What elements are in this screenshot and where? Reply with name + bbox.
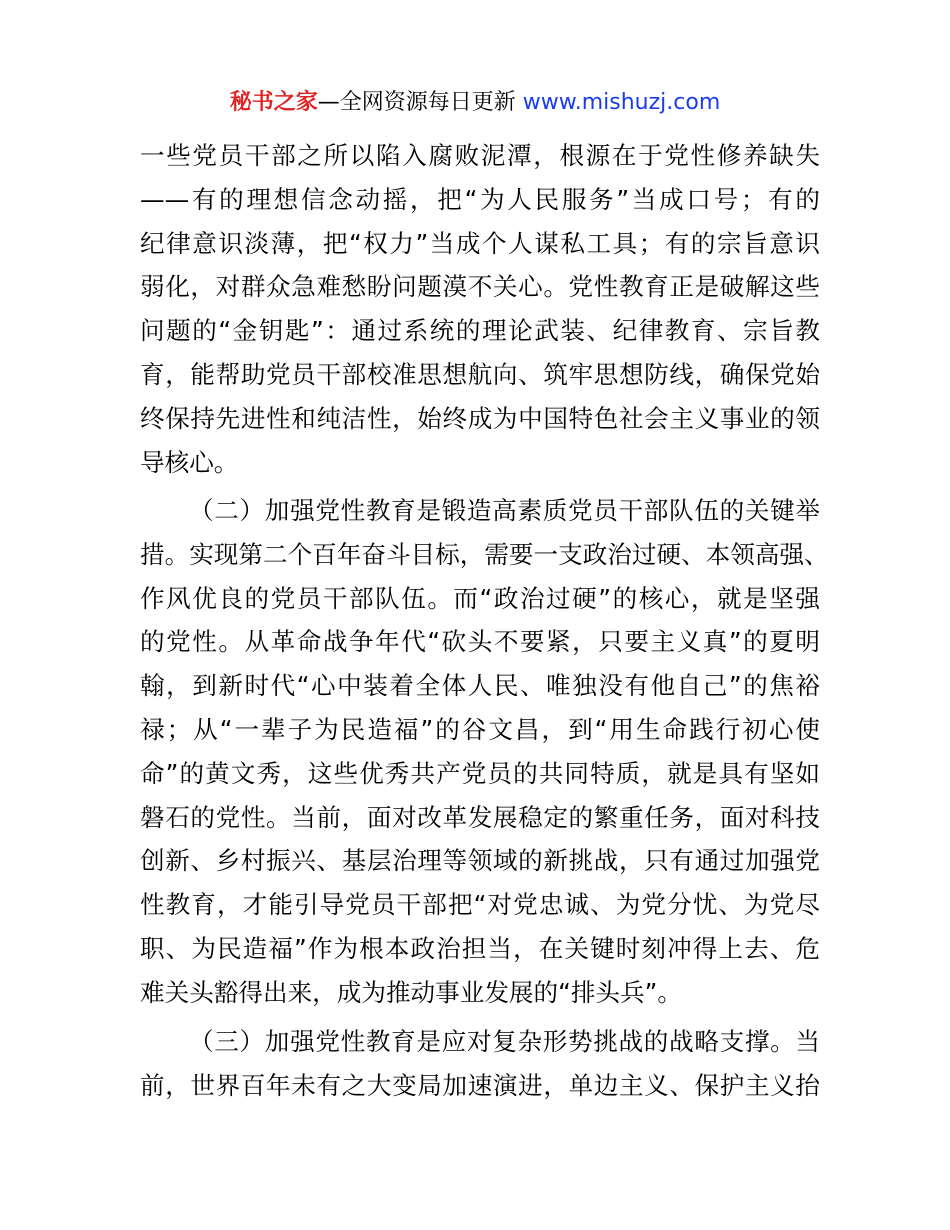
site-header (0, 88, 950, 118)
text-line: （二）加强党性教育是锻造高素质党员干部队伍的关键举 (189, 496, 820, 525)
header-tagline: —全网资源每日更新 (317, 90, 516, 115)
text-line: ——有的理想信念动摇，把“为人民服务”当成口号；有的 (140, 184, 820, 214)
text-line: 导核心。 (140, 447, 239, 477)
paragraph-3 (140, 1020, 820, 1108)
text-line: 问题的“金钥匙”：通过系统的理论武装、纪律教育、宗旨教 (140, 316, 820, 346)
text-line: 磐石的党性。当前，面对改革发展稳定的繁重任务，面对科技 (140, 802, 820, 832)
text-line: 弱化，对群众急难愁盼问题漠不关心。党性教育正是破解这些 (140, 272, 820, 302)
text-line: 翰，到新时代“心中装着全体人民、唯独没有他自己”的焦裕 (140, 671, 820, 701)
text-line: 创新、乡村振兴、基层治理等领域的新挑战，只有通过加强党 (140, 846, 820, 876)
text-line: 育，能帮助党员干部校准思想航向、筑牢思想防线，确保党始 (140, 359, 820, 389)
text-line: 终保持先进性和纯洁性，始终成为中国特色社会主义事业的领 (140, 403, 820, 433)
text-line: 作风优良的党员干部队伍。而“政治过硬”的核心，就是坚强 (140, 583, 820, 613)
text-line: 命”的黄文秀，这些优秀共产党员的共同特质，就是具有坚如 (140, 758, 820, 788)
text-line: 职、为民造福”作为根本政治担当，在关键时刻冲得上去、危 (140, 933, 820, 963)
text-line: 难关头豁得出来，成为推动事业发展的“排头兵”。 (140, 977, 682, 1007)
text-line: 前，世界百年未有之大变局加速演进，单边主义、保护主义抬 (140, 1070, 820, 1100)
paragraph-1 (140, 134, 820, 484)
text-line: 措。实现第二个百年奋斗目标，需要一支政治过硬、本领高强、 (140, 539, 829, 569)
text-line: 性教育，才能引导党员干部把“对党忠诚、为党分忧、为党尽 (140, 890, 820, 920)
text-line: 纪律意识淡薄，把“权力”当成个人谋私工具；有的宗旨意识 (140, 228, 820, 258)
text-line: 禄；从“一辈子为民造福”的谷文昌，到“用生命践行初心使 (140, 714, 820, 744)
text-line: （三）加强党性教育是应对复杂形势挑战的战略支撑。当 (189, 1027, 820, 1056)
text-line: 一些党员干部之所以陷入腐败泥潭，根源在于党性修养缺失 (140, 141, 820, 170)
text-line: 的党性。从革命战争年代“砍头不要紧，只要主义真”的夏明 (140, 627, 820, 657)
site-url-link[interactable]: www.mishuzj.com (522, 90, 721, 115)
paragraph-2 (140, 489, 829, 1015)
brand-name: 秘书之家 (229, 90, 318, 115)
